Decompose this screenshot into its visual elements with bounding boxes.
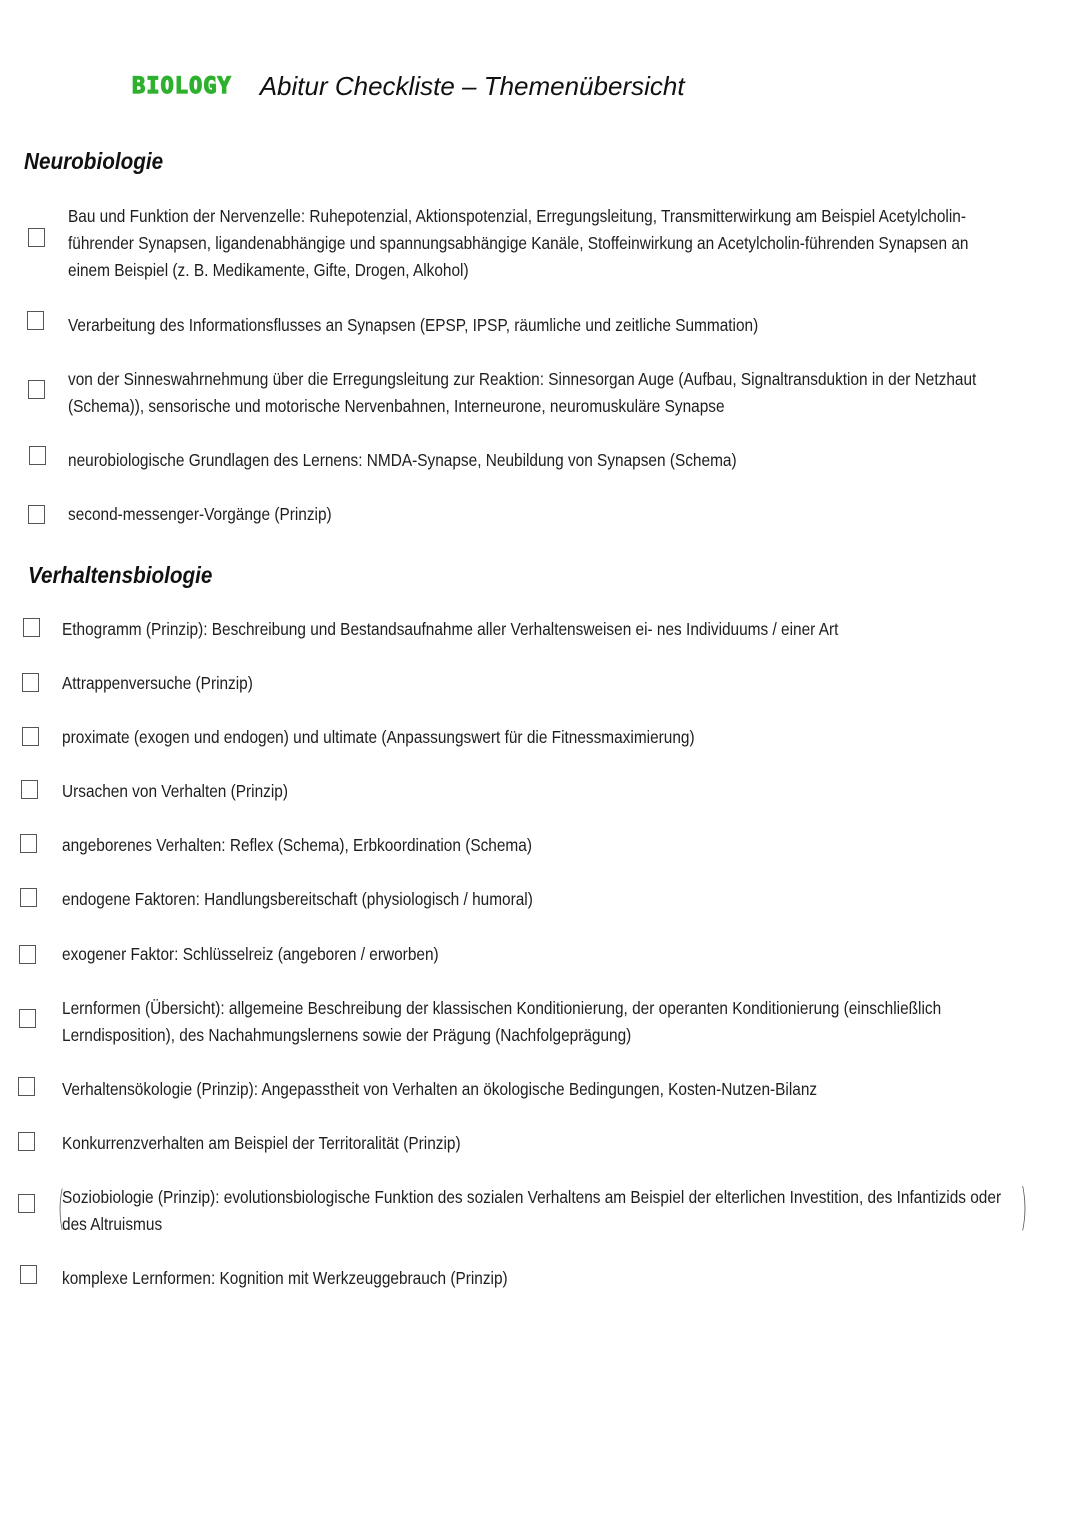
checkbox[interactable] [18, 1194, 35, 1213]
checkbox[interactable] [20, 834, 37, 853]
checkbox[interactable] [20, 1265, 37, 1284]
checklist-item-text: komplexe Lernformen: Kognition mit Werkzeuggebrauch (Prinzip) [62, 1268, 508, 1288]
checkbox[interactable] [28, 380, 45, 399]
checkbox[interactable] [18, 1077, 35, 1096]
checklist-item-text: Lernformen (Übersicht): allgemeine Beschreibung der klassischen Konditionierung, der operanten Konditionierung (einschließlich Lerndisposition), des Nachahmungslernens sowie der Prägung (Nachfolgeprägung) [62, 998, 942, 1045]
checklist-item-text: angeborenes Verhalten: Reflex (Schema), Erbkoordination (Schema) [62, 835, 532, 855]
checkbox[interactable] [20, 888, 37, 907]
checkbox[interactable] [27, 311, 44, 330]
checklist-item-text: Bau und Funktion der Nervenzelle: Ruhepotenzial, Aktionspotenzial, Erregungsleitung, Transmitterwirkung am Beispiel Acetylcholin-führender Synapsen, ligandenabhängige und spannungsabhängige Kanäle, Stoffeinwirkung an Acetylcholin-führenden Synapsen an einem Beispiel (z. B. Medikamente, Gifte, Drogen, Alkohol) [68, 206, 969, 280]
checklist-item-text: von der Sinneswahrnehmung über die Erregungsleitung zur Reaktion: Sinnesorgan Auge (Aufbau, Signaltransduktion in der Netzhaut (Schema)), sensorische und motorische Nervenbahnen, Interneurone, neuromuskuläre Synapse [68, 369, 977, 416]
checkbox[interactable] [19, 1009, 36, 1028]
checklist-item-text: Ethogramm (Prinzip): Beschreibung und Bestandsaufnahme aller Verhaltensweisen ei- nes Individuums / einer Art [62, 619, 839, 639]
page-title: Abitur Checkliste – Themenübersicht [259, 70, 685, 101]
checkbox[interactable] [28, 228, 45, 247]
checklist-item-text: neurobiologische Grundlagen des Lernens: NMDA-Synapse, Neubildung von Synapsen (Schema) [68, 450, 737, 470]
page-header [132, 64, 685, 108]
checkbox[interactable] [29, 446, 46, 465]
brand-logo: BIOLOGY [132, 73, 232, 99]
checkbox[interactable] [23, 618, 40, 637]
checklist-item-text: exogener Faktor: Schlüsselreiz (angeboren / erworben) [62, 944, 439, 964]
section-heading-neurobiologie: Neurobiologie [24, 148, 164, 174]
checkbox[interactable] [22, 727, 39, 746]
bracket-left-icon: ( [57, 1181, 65, 1235]
checklist-item-text: Verarbeitung des Informationsflusses an Synapsen (EPSP, IPSP, räumliche und zeitliche Summation) [68, 315, 759, 335]
checklist-item-text: Verhaltensökologie (Prinzip): Angepasstheit von Verhalten an ökologische Bedingungen, Kosten-Nutzen-Bilanz [62, 1079, 818, 1099]
checklist-item-text: proximate (exogen und endogen) und ultimate (Anpassungswert für die Fitnessmaximierung) [62, 727, 695, 747]
checkbox[interactable] [19, 945, 36, 964]
checklist-item-text: endogene Faktoren: Handlungsbereitschaft (physiologisch / humoral) [62, 889, 533, 909]
checklist-item-text: Konkurrenzverhalten am Beispiel der Territoralität (Prinzip) [62, 1133, 461, 1153]
checkbox[interactable] [18, 1132, 35, 1151]
checklist-item-text: Ursachen von Verhalten (Prinzip) [62, 781, 288, 801]
section-heading-verhaltensbiologie: Verhaltensbiologie [28, 562, 213, 588]
bracket-right-icon: ) [1020, 1178, 1028, 1236]
checklist-item-text: Attrappenversuche (Prinzip) [62, 673, 253, 693]
checkbox[interactable] [22, 673, 39, 692]
checkbox[interactable] [28, 505, 45, 524]
checklist-item-text: second-messenger-Vorgänge (Prinzip) [68, 504, 332, 524]
checklist-item-text: Soziobiologie (Prinzip): evolutionsbiologische Funktion des sozialen Verhaltens am Beispiel der elterlichen Investition, des Infantizids oder des Altruismus [62, 1187, 1002, 1234]
checkbox[interactable] [21, 780, 38, 799]
